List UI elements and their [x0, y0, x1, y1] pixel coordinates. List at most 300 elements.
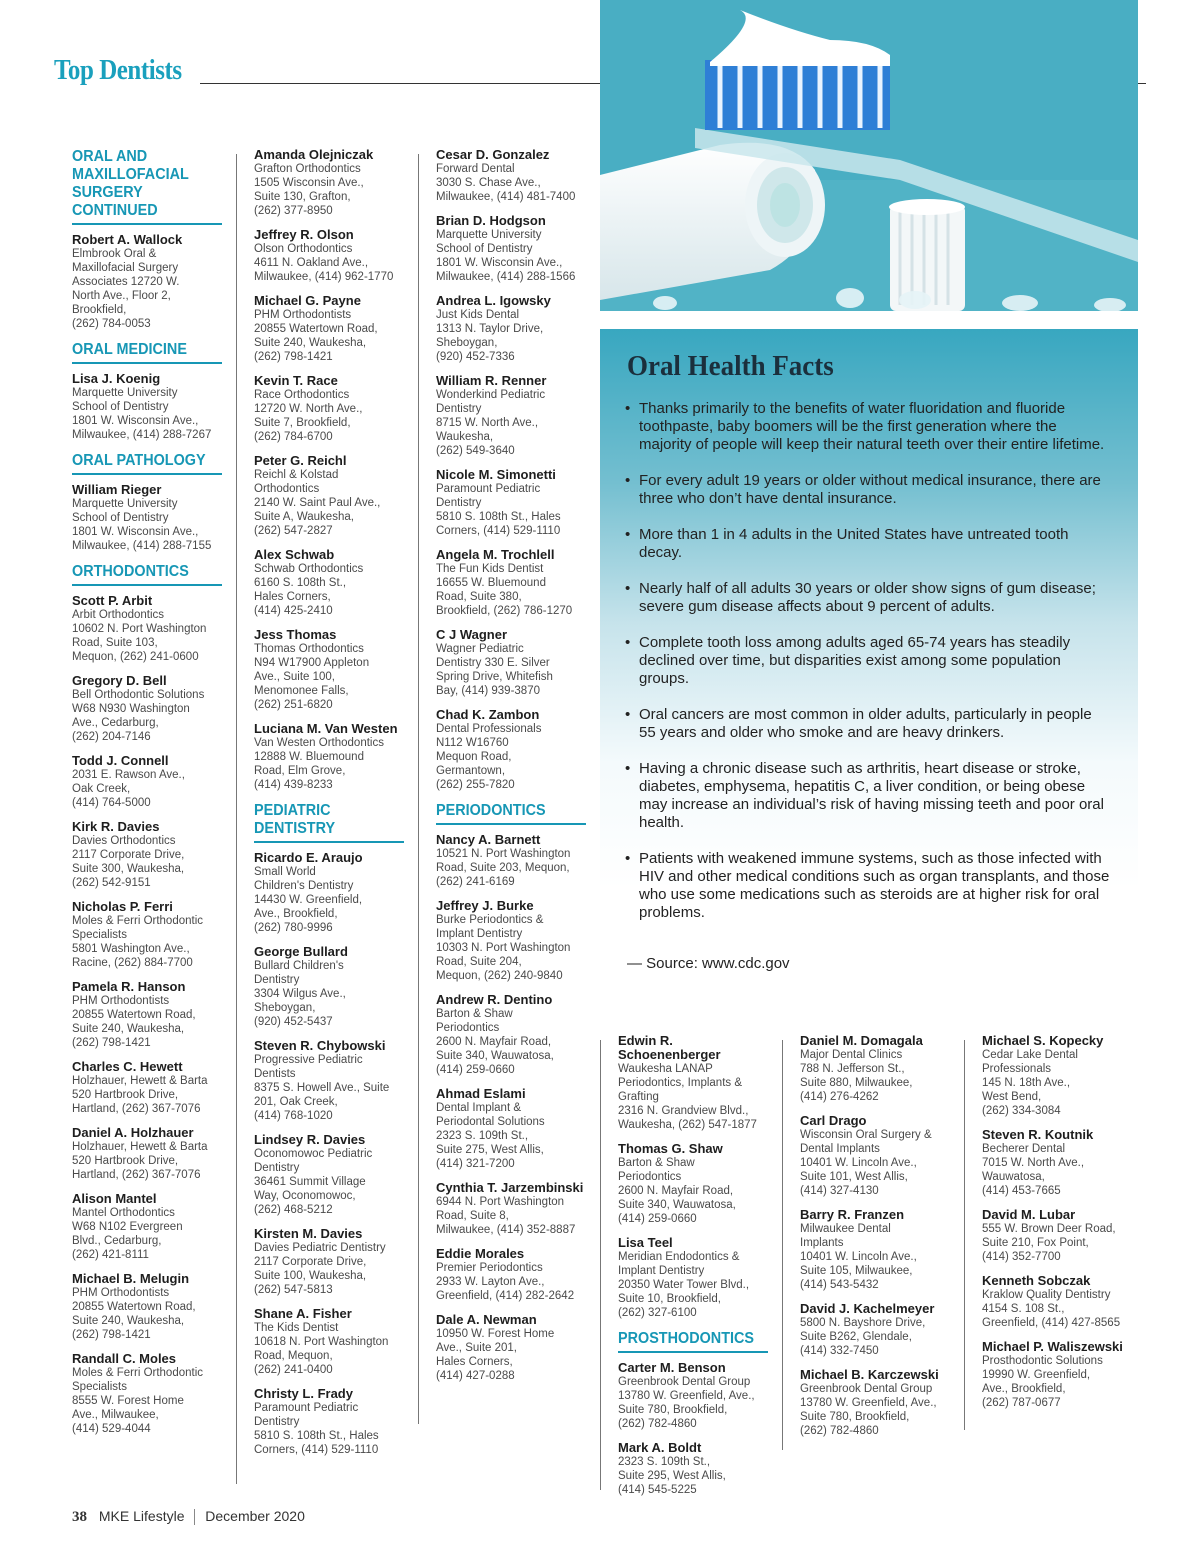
- dentist-entry: [436, 628, 586, 698]
- page-footer: [72, 1508, 305, 1526]
- fact-item: [625, 760, 1110, 832]
- address-line: Greenfield, (414) 427-8565: [982, 1317, 1121, 1329]
- listing-column: [800, 1034, 950, 1448]
- address-line: Suite 100, Waukesha,: [254, 1270, 367, 1282]
- address-line: Suite 105, Milwaukee,: [800, 1265, 913, 1277]
- address-line: (414) 427-0288: [436, 1370, 515, 1382]
- address-line: The Fun Kids Dentist: [436, 563, 544, 575]
- dentist-entry: [254, 1039, 404, 1123]
- address-line: Milwaukee, (414) 288-7267: [72, 429, 212, 441]
- address-line: Mantel Orthodontics: [72, 1207, 175, 1219]
- address-line: 10602 N. Port Washington: [72, 623, 207, 635]
- address-line: Ave., Brookfield,: [254, 908, 338, 920]
- address-line: Oak Creek,: [72, 783, 131, 795]
- section-heading: PERIODONTICS: [436, 802, 546, 819]
- dentist-name: David M. Lubar: [982, 1207, 1076, 1222]
- address-line: Greenbrook Dental Group: [618, 1376, 751, 1388]
- address-line: Suite 210, Fox Point,: [982, 1237, 1089, 1249]
- address-line: Implant Dentistry: [618, 1265, 705, 1277]
- address-line: Mequon Road,: [436, 751, 512, 763]
- address-line: 5801 Washington Ave.,: [72, 943, 190, 955]
- address-line: 4154 S. 108 St.,: [982, 1303, 1065, 1315]
- address-line: Holzhauer, Hewett & Barta: [72, 1075, 208, 1087]
- address-line: Wauwatosa,: [982, 1171, 1045, 1183]
- dentist-entry: [618, 1034, 768, 1132]
- address-line: 1505 Wisconsin Ave.,: [254, 177, 364, 189]
- address-line: Road, Mequon,: [254, 1350, 333, 1362]
- dentist-name: Steven R. Chybowski: [254, 1038, 386, 1053]
- address-line: 4611 N. Oakland Ave.,: [254, 257, 369, 269]
- address-line: (920) 452-7336: [436, 351, 515, 363]
- fact-text: Oral cancers are most common in older adults, particularly in people 55 years and older who smoke and are heavy drinkers.: [639, 706, 1092, 741]
- address-line: 1801 W. Wisconsin Ave.,: [436, 257, 563, 269]
- dentist-name: Charles C. Hewett: [72, 1059, 183, 1074]
- address-line: Dentistry 330 E. Silver: [436, 657, 550, 669]
- address-line: Periodontics, Implants &: [618, 1077, 743, 1089]
- address-line: Orthodontics: [254, 483, 320, 495]
- address-line: (920) 452-5437: [254, 1016, 333, 1028]
- address-line: Children's Dentistry: [254, 880, 354, 892]
- address-line: PHM Orthodontists: [72, 995, 170, 1007]
- address-line: Olson Orthodontics: [254, 243, 353, 255]
- dentist-entry: [254, 148, 404, 218]
- address-line: 2600 N. Mayfair Road,: [436, 1036, 552, 1048]
- dentist-name: Ricardo E. Araujo: [254, 850, 363, 865]
- page-title: Top Dentists: [54, 54, 182, 86]
- address-line: Dentistry: [254, 1162, 300, 1174]
- address-line: Implant Dentistry: [436, 928, 523, 940]
- dentist-entry: [982, 1274, 1132, 1330]
- dentist-entry: [254, 1133, 404, 1217]
- dentist-name: Angela M. Trochlell: [436, 547, 555, 562]
- dentist-name: Lindsey R. Davies: [254, 1132, 366, 1147]
- dentist-entry: [436, 833, 586, 889]
- address-line: 10521 N. Port Washington: [436, 848, 571, 860]
- dentist-entry: [436, 468, 586, 538]
- address-line: Suite 340, Wauwatosa,: [436, 1050, 554, 1062]
- address-line: 555 W. Brown Deer Road,: [982, 1223, 1116, 1235]
- address-line: 13780 W. Greenfield, Ave.,: [800, 1397, 937, 1409]
- address-line: Wonderkind Pediatric: [436, 389, 546, 401]
- dentist-entry: [800, 1034, 950, 1104]
- address-line: Grafton Orthodontics: [254, 163, 361, 175]
- dentist-entry: [800, 1302, 950, 1358]
- dentist-entry: [72, 594, 222, 664]
- address-line: Wagner Pediatric: [436, 643, 524, 655]
- address-line: (262) 798-1421: [72, 1037, 151, 1049]
- publication-name: MKE Lifestyle: [98, 1508, 185, 1524]
- dentist-entry: [436, 899, 586, 983]
- address-line: Periodontics: [618, 1171, 682, 1183]
- listing-column: [982, 1034, 1132, 1420]
- address-line: 20855 Watertown Road,: [72, 1301, 196, 1313]
- address-line: (262) 204-7146: [72, 731, 151, 743]
- listing-column: [618, 1034, 768, 1507]
- address-line: Associates 12720 W.: [72, 276, 180, 288]
- fact-item: [625, 850, 1110, 922]
- dentist-entry: [72, 674, 222, 744]
- address-line: PHM Orthodontists: [254, 309, 352, 321]
- section-heading: PEDIATRIC DENTISTRY: [254, 802, 336, 837]
- address-line: Road, Suite 380,: [436, 591, 522, 603]
- address-line: Ave., Suite 201,: [436, 1342, 517, 1354]
- dentist-name: George Bullard: [254, 944, 348, 959]
- address-line: School of Dentistry: [72, 512, 169, 524]
- address-line: (262) 327-6100: [618, 1307, 697, 1319]
- dentist-name: Amanda Olejniczak: [254, 147, 374, 162]
- dentist-entry: [436, 708, 586, 792]
- section-rule: [72, 362, 222, 364]
- address-line: N94 W17900 Appleton: [254, 657, 370, 669]
- address-line: Road, Suite 203, Mequon,: [436, 862, 570, 874]
- address-line: 2600 N. Mayfair Road,: [618, 1185, 734, 1197]
- dentist-entry: [254, 548, 404, 618]
- dentist-name: Eddie Morales: [436, 1246, 525, 1261]
- address-line: (414) 764-5000: [72, 797, 151, 809]
- dentist-entry: [618, 1142, 768, 1226]
- fact-item: [625, 472, 1110, 508]
- address-line: Sheboygan,: [436, 337, 498, 349]
- address-line: Milwaukee, (414) 288-1566: [436, 271, 576, 283]
- dentist-entry: [254, 722, 404, 792]
- dentist-entry: [436, 294, 586, 364]
- address-line: Menomonee Falls,: [254, 685, 349, 697]
- address-line: Wisconsin Oral Surgery &: [800, 1129, 932, 1141]
- address-line: Suite 880, Milwaukee,: [800, 1077, 913, 1089]
- dentist-name: Michael B. Melugin: [72, 1271, 190, 1286]
- address-line: 520 Hartbrook Drive,: [72, 1089, 179, 1101]
- dentist-entry: [436, 993, 586, 1077]
- address-line: (414) 276-4262: [800, 1091, 879, 1103]
- address-line: Hales Corners,: [436, 1356, 513, 1368]
- dentist-entry: [254, 1307, 404, 1377]
- dentist-name: Carter M. Benson: [618, 1360, 726, 1375]
- address-line: Dentistry: [254, 974, 300, 986]
- address-line: (414) 332-7450: [800, 1345, 879, 1357]
- fact-text: Having a chronic disease such as arthritis, heart disease or stroke, diabetes, emphysema, hepatitis C, a liver condition, or being obese may increase an individual’s risk of having missing teeth and poor oral health.: [639, 760, 1104, 831]
- fact-text: Complete tooth loss among adults aged 65-74 years has steadily declined over time, but disparities exist among some population groups.: [639, 634, 1071, 687]
- address-line: W68 N930 Washington: [72, 703, 190, 715]
- dentist-entry: [72, 1060, 222, 1116]
- address-line: Davies Pediatric Dentistry: [254, 1242, 386, 1254]
- address-line: 10950 W. Forest Home: [436, 1328, 555, 1340]
- dentist-entry: [982, 1340, 1132, 1410]
- section-heading: ORAL MEDICINE: [72, 341, 187, 358]
- toothbrush-illustration: [600, 0, 1138, 311]
- address-line: Bullard Children's: [254, 960, 344, 972]
- dentist-name: Nicholas P. Ferri: [72, 899, 173, 914]
- address-line: (414) 543-5432: [800, 1279, 879, 1291]
- address-line: Arbit Orthodontics: [72, 609, 165, 621]
- address-line: (262) 241-0400: [254, 1364, 333, 1376]
- address-line: Milwaukee Dental: [800, 1223, 891, 1235]
- address-line: Suite A, Waukesha,: [254, 511, 354, 523]
- address-line: Meridian Endodontics &: [618, 1251, 740, 1263]
- dentist-entry: [254, 1227, 404, 1297]
- address-line: (262) 784-0053: [72, 318, 151, 330]
- footer-separator: [194, 1509, 195, 1525]
- dentist-name: Michael G. Payne: [254, 293, 361, 308]
- address-line: Suite 10, Brookfield,: [618, 1293, 721, 1305]
- address-line: Waukesha, (262) 547-1877: [618, 1119, 757, 1131]
- dentist-name: Michael S. Kopecky: [982, 1033, 1104, 1048]
- address-line: Marquette University: [72, 498, 178, 510]
- section-rule: [72, 223, 222, 225]
- section-heading: ORTHODONTICS: [72, 563, 189, 580]
- toothbrush-photo: [600, 0, 1138, 311]
- dentist-name: Chad K. Zambon: [436, 707, 540, 722]
- fact-text: Patients with weakened immune systems, such as those infected with HIV and other medical conditions such as organ transplants, and those who use some medications such as steroids are at higher risk for oral problems.: [639, 850, 1110, 921]
- fact-item: [625, 400, 1110, 454]
- address-line: (414) 545-5225: [618, 1484, 697, 1496]
- dentist-name: Alex Schwab: [254, 547, 335, 562]
- address-line: Marquette University: [436, 229, 542, 241]
- dentist-name: Nancy A. Barnett: [436, 832, 541, 847]
- address-line: 1801 W. Wisconsin Ave.,: [72, 526, 199, 538]
- section-rule: [72, 473, 222, 475]
- address-line: (262) 377-8950: [254, 205, 333, 217]
- address-line: Periodontal Solutions: [436, 1116, 545, 1128]
- address-line: Premier Periodontics: [436, 1262, 543, 1274]
- address-line: (262) 334-3084: [982, 1105, 1061, 1117]
- address-line: Barton & Shaw: [436, 1008, 513, 1020]
- address-line: W68 N102 Evergreen: [72, 1221, 183, 1233]
- address-line: Small World: [254, 866, 316, 878]
- dentist-name: Lisa J. Koenig: [72, 371, 161, 386]
- address-line: Prosthodontic Solutions: [982, 1355, 1103, 1367]
- dentist-name: Luciana M. Van Westen: [254, 721, 398, 736]
- dentist-name: Pamela R. Hanson: [72, 979, 186, 994]
- address-line: (414) 425-2410: [254, 605, 333, 617]
- address-line: Van Westen Orthodontics: [254, 737, 384, 749]
- fact-text: Thanks primarily to the benefits of water fluoridation and fluoride toothpaste, baby boomers will be the first generation where the majority of people will keep their natural teeth over their entire lifetime.: [639, 400, 1105, 453]
- address-line: Moles & Ferri Orthodontic: [72, 1367, 204, 1379]
- address-line: School of Dentistry: [72, 401, 169, 413]
- facts-title: Oral Health Facts: [627, 350, 834, 382]
- address-line: Suite 780, Brookfield,: [618, 1404, 728, 1416]
- dentist-name: Jeffrey R. Olson: [254, 227, 354, 242]
- address-line: Suite 300, Waukesha,: [72, 863, 185, 875]
- dentist-entry: [72, 900, 222, 970]
- section-heading: PROSTHODONTICS: [618, 1330, 755, 1347]
- dentist-name: Michael B. Karczewski: [800, 1367, 939, 1382]
- bullet-icon: •: [625, 400, 631, 417]
- section-heading: ORAL AND MAXILLOFACIAL SURGERY CONTINUED: [72, 148, 189, 219]
- address-line: West Bend,: [982, 1091, 1042, 1103]
- section-heading: ORAL PATHOLOGY: [72, 452, 206, 469]
- address-line: Marquette University: [72, 387, 178, 399]
- column-divider: [600, 1040, 601, 1490]
- address-line: Dentists: [254, 1068, 296, 1080]
- address-line: (414) 768-1020: [254, 1110, 333, 1122]
- dentist-name: Peter G. Reichl: [254, 453, 347, 468]
- address-line: 788 N. Jefferson St.,: [800, 1063, 905, 1075]
- address-line: (262) 547-5813: [254, 1284, 333, 1296]
- section-rule: [618, 1351, 768, 1353]
- column-divider: [236, 154, 237, 1484]
- dentist-entry: [436, 1087, 586, 1171]
- address-line: (262) 782-4860: [618, 1418, 697, 1430]
- address-line: Specialists: [72, 1381, 127, 1393]
- dentist-name: Carl Drago: [800, 1113, 867, 1128]
- dentist-name: Kirsten M. Davies: [254, 1226, 363, 1241]
- dentist-entry: [436, 148, 586, 204]
- dentist-name: Edwin R. Schoenenberger: [618, 1033, 721, 1062]
- address-line: Brookfield,: [72, 304, 127, 316]
- address-line: 520 Hartbrook Drive,: [72, 1155, 179, 1167]
- address-line: Ave., Cedarburg,: [72, 717, 159, 729]
- fact-text: Nearly half of all adults 30 years or older show signs of gum disease; severe gum disease affects about 9 percent of adults.: [639, 580, 1096, 615]
- dentist-entry: [800, 1114, 950, 1198]
- address-line: Dental Implants: [800, 1143, 880, 1155]
- bullet-icon: •: [625, 526, 631, 543]
- dentist-entry: [982, 1208, 1132, 1264]
- dentist-name: Kenneth Sobczak: [982, 1273, 1091, 1288]
- address-line: Mequon, (262) 241-0600: [72, 651, 199, 663]
- dentist-name: William R. Renner: [436, 373, 547, 388]
- address-line: 2323 S. 109th St.,: [436, 1130, 529, 1142]
- dentist-name: Jeffrey J. Burke: [436, 898, 534, 913]
- address-line: Bay, (414) 939-3870: [436, 685, 540, 697]
- dentist-entry: [72, 820, 222, 890]
- address-line: 19990 W. Greenfield,: [982, 1369, 1091, 1381]
- address-line: Grafting: [618, 1091, 659, 1103]
- address-line: (262) 468-5212: [254, 1204, 333, 1216]
- dentist-entry: [618, 1441, 768, 1497]
- address-line: (414) 259-0660: [436, 1064, 515, 1076]
- address-line: Road, Suite 103,: [72, 637, 158, 649]
- address-line: Waukesha,: [436, 431, 494, 443]
- dentist-entry: [254, 228, 404, 284]
- address-line: (414) 439-8233: [254, 779, 333, 791]
- address-line: 2117 Corporate Drive,: [254, 1256, 367, 1268]
- address-line: Elmbrook Oral &: [72, 248, 157, 260]
- dentist-entry: [254, 374, 404, 444]
- address-line: Oconomowoc Pediatric: [254, 1148, 373, 1160]
- dentist-name: Steven R. Koutnik: [982, 1127, 1094, 1142]
- dentist-name: Gregory D. Bell: [72, 673, 167, 688]
- bullet-icon: •: [625, 706, 631, 723]
- address-line: 201, Oak Creek,: [254, 1096, 338, 1108]
- section-rule: [254, 841, 404, 843]
- address-line: Just Kids Dental: [436, 309, 520, 321]
- address-line: Paramount Pediatric: [254, 1402, 359, 1414]
- bullet-icon: •: [625, 472, 631, 489]
- address-line: Spring Drive, Whitefish: [436, 671, 553, 683]
- dentist-entry: [254, 851, 404, 935]
- address-line: 10303 N. Port Washington: [436, 942, 571, 954]
- address-line: Race Orthodontics: [254, 389, 350, 401]
- dentist-entry: [982, 1034, 1132, 1118]
- address-line: Mequon, (262) 240-9840: [436, 970, 563, 982]
- dentist-name: Mark A. Boldt: [618, 1440, 702, 1455]
- dentist-entry: [436, 1247, 586, 1303]
- address-line: Davies Orthodontics: [72, 835, 176, 847]
- address-line: Dentistry: [436, 497, 482, 509]
- dentist-entry: [436, 548, 586, 618]
- dentist-name: Lisa Teel: [618, 1235, 673, 1250]
- dentist-name: Thomas G. Shaw: [618, 1141, 723, 1156]
- address-line: 2323 S. 109th St.,: [618, 1456, 711, 1468]
- address-line: 3304 Wilgus Ave.,: [254, 988, 346, 1000]
- address-line: (414) 259-0660: [618, 1213, 697, 1225]
- listing-column: [254, 148, 404, 1467]
- dentist-name: Dale A. Newman: [436, 1312, 537, 1327]
- address-line: PHM Orthodontists: [72, 1287, 170, 1299]
- address-line: Suite 340, Wauwatosa,: [618, 1199, 736, 1211]
- address-line: (262) 798-1421: [72, 1329, 151, 1341]
- dentist-name: Todd J. Connell: [72, 753, 169, 768]
- address-line: Becherer Dental: [982, 1143, 1066, 1155]
- address-line: Racine, (262) 884-7700: [72, 957, 193, 969]
- dentist-entry: [254, 628, 404, 712]
- dentist-name: David J. Kachelmeyer: [800, 1301, 935, 1316]
- address-line: 2140 W. Saint Paul Ave.,: [254, 497, 381, 509]
- dentist-name: Michael P. Waliszewski: [982, 1339, 1123, 1354]
- address-line: Moles & Ferri Orthodontic: [72, 915, 204, 927]
- address-line: 3030 S. Chase Ave.,: [436, 177, 541, 189]
- address-line: (262) 787-0677: [982, 1397, 1061, 1409]
- address-line: N112 W16760: [436, 737, 509, 749]
- fact-item: [625, 526, 1110, 562]
- address-line: 8375 S. Howell Ave., Suite: [254, 1082, 390, 1094]
- address-line: (262) 421-8111: [72, 1249, 149, 1261]
- address-line: 5810 S. 108th St., Hales: [254, 1430, 379, 1442]
- address-line: North Ave., Floor 2,: [72, 290, 171, 302]
- dentist-name: Barry R. Franzen: [800, 1207, 905, 1222]
- address-line: 8715 W. North Ave.,: [436, 417, 539, 429]
- address-line: (262) 782-4860: [800, 1425, 879, 1437]
- address-line: Ave., Milwaukee,: [72, 1409, 159, 1421]
- dentist-entry: [72, 1352, 222, 1436]
- address-line: Dental Implant &: [436, 1102, 522, 1114]
- address-line: 12888 W. Bluemound: [254, 751, 364, 763]
- address-line: Suite 240, Waukesha,: [72, 1023, 185, 1035]
- address-line: 6160 S. 108th St.,: [254, 577, 347, 589]
- facts-source: — Source: www.cdc.gov: [627, 955, 790, 972]
- dentist-name: Randall C. Moles: [72, 1351, 177, 1366]
- address-line: 10618 N. Port Washington: [254, 1336, 389, 1348]
- address-line: Road, Suite 204,: [436, 956, 522, 968]
- address-line: Paramount Pediatric: [436, 483, 541, 495]
- dentist-name: Daniel M. Domagala: [800, 1033, 923, 1048]
- address-line: (414) 327-4130: [800, 1185, 879, 1197]
- listing-column: [72, 148, 222, 1446]
- dentist-entry: [254, 294, 404, 364]
- address-line: Sheboygan,: [254, 1002, 316, 1014]
- address-line: 1313 N. Taylor Drive,: [436, 323, 544, 335]
- address-line: Dentistry: [436, 403, 482, 415]
- address-line: 10401 W. Lincoln Ave.,: [800, 1251, 917, 1263]
- dentist-name: William Rieger: [72, 482, 162, 497]
- dentist-name: Shane A. Fisher: [254, 1306, 352, 1321]
- dentist-entry: [800, 1208, 950, 1292]
- address-line: (414) 321-7200: [436, 1158, 515, 1170]
- address-line: Suite 240, Waukesha,: [254, 337, 367, 349]
- address-line: Brookfield, (262) 786-1270: [436, 605, 573, 617]
- dentist-name: Robert A. Wallock: [72, 232, 183, 247]
- fact-item: [625, 580, 1110, 616]
- dentist-entry: [618, 1236, 768, 1320]
- dentist-name: Ahmad Eslami: [436, 1086, 526, 1101]
- address-line: Kraklow Quality Dentistry: [982, 1289, 1111, 1301]
- dentist-name: Jess Thomas: [254, 627, 337, 642]
- address-line: Implants: [800, 1237, 844, 1249]
- address-line: Suite 780, Brookfield,: [800, 1411, 910, 1423]
- address-line: 7015 W. North Ave.,: [982, 1157, 1085, 1169]
- address-line: Holzhauer, Hewett & Barta: [72, 1141, 208, 1153]
- address-line: Cedar Lake Dental: [982, 1049, 1078, 1061]
